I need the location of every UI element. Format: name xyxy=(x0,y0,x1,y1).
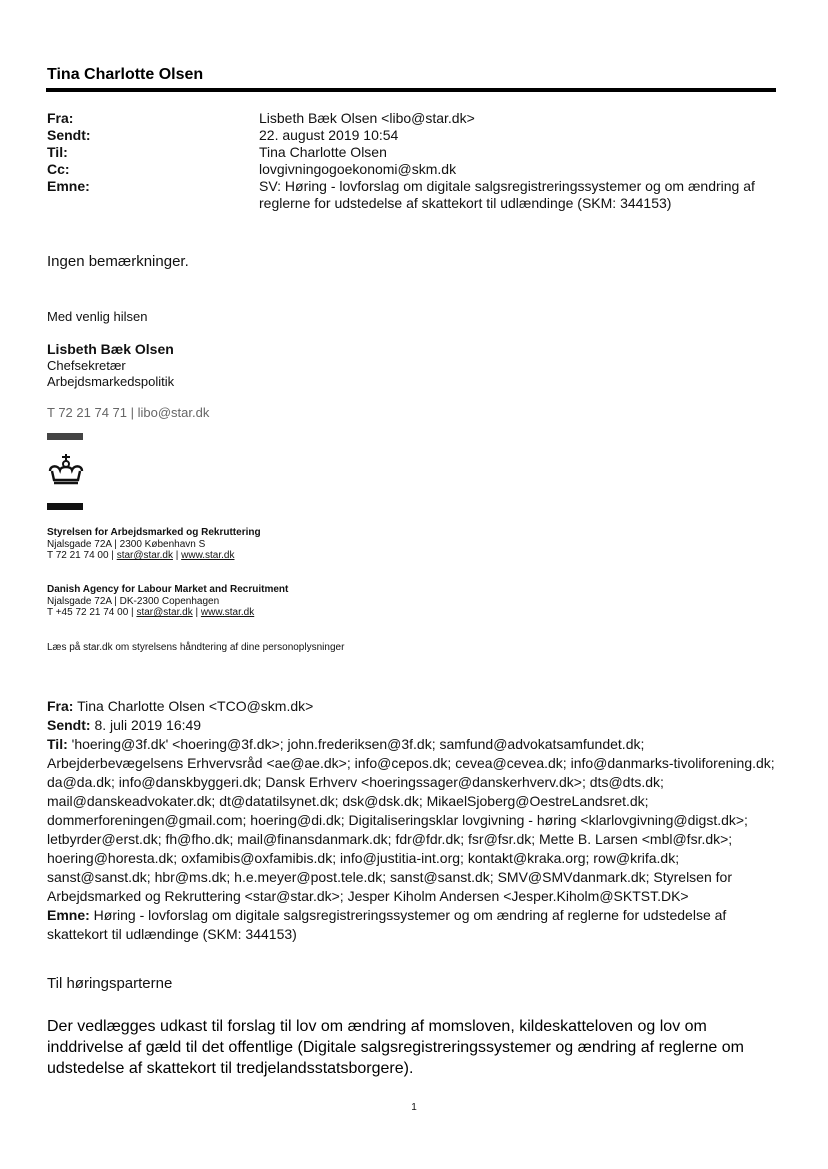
signature-da-email-link[interactable]: star@star.dk xyxy=(116,550,173,561)
logo-bar-top xyxy=(47,433,83,440)
crown-icon xyxy=(46,453,86,485)
fw-sent-value: 8. juli 2019 16:49 xyxy=(90,717,202,733)
to-value: Tina Charlotte Olsen xyxy=(259,144,387,160)
signature-en-address: Njalsgade 72A | DK-2300 Copenhagen xyxy=(47,595,220,607)
subject-line-1: SV: Høring - lovforslag om digitale salgsregistreringssystemer og om ændring af xyxy=(259,178,755,194)
signature-danish xyxy=(47,527,261,562)
fw-subject-line: Høring - lovforslag om digitale salgsregistreringssystemer og om ændring af reglerne for udstedelse af xyxy=(89,907,727,923)
logo-bar-bottom xyxy=(47,503,83,510)
fw-subject-line: skattekort til udlændinge (SKM: 344153) xyxy=(47,926,297,942)
fw-sent-label: Sendt: xyxy=(47,717,91,733)
signature-en-web-link[interactable]: www.star.dk xyxy=(200,607,255,618)
subject-label: Emne: xyxy=(47,178,90,194)
fw-to-label: Til: xyxy=(47,736,68,752)
greeting: Til høringsparterne xyxy=(47,975,173,992)
signature-en-phone-line xyxy=(47,607,288,619)
sender-department: Arbejdsmarkedspolitik xyxy=(47,374,175,389)
cc-value: lovgivningogoekonomi@skm.dk xyxy=(259,161,457,177)
page-number: 1 xyxy=(411,1102,417,1113)
signature-da-org: Styrelsen for Arbejdsmarked og Rekruttering xyxy=(47,527,261,538)
header-rule xyxy=(46,88,776,92)
signature-en-phone: T +45 72 21 74 00 | xyxy=(47,607,137,618)
fw-to-line: hoering@horesta.dk; oxfamibis@oxfamibis.dk; info@justitia-int.org; kontakt@kraka.org; row@krifa.dk; xyxy=(47,850,680,866)
fw-to-line: mail@danskeadvokater.dk; dt@datatilsynet.dk; dsk@dsk.dk; MikaelSjoberg@OestreLandsret.dk; xyxy=(47,793,649,809)
sender-name: Lisbeth Bæk Olsen xyxy=(47,341,174,357)
closing-text: Med venlig hilsen xyxy=(47,309,148,324)
fw-to-line: 'hoering@3f.dk' <hoering@3f.dk>; john.frederiksen@3f.dk; samfund@advokatsamfundet.dk; xyxy=(67,736,645,752)
document-owner-name: Tina Charlotte Olsen xyxy=(47,66,204,83)
sent-value: 22. august 2019 10:54 xyxy=(259,127,399,143)
fw-to-line: sanst@sanst.dk; hbr@ms.dk; h.e.meyer@post.tele.dk; sanst@sanst.dk; SMV@SMVdanmark.dk; Styrelsen for xyxy=(47,869,732,885)
to-label: Til: xyxy=(47,144,68,160)
sender-contact: T 72 21 74 71 | libo@star.dk xyxy=(47,405,210,420)
fw-subject-row xyxy=(47,906,782,925)
signature-en-email-link[interactable]: star@star.dk xyxy=(136,607,193,618)
fw-to-line: da@da.dk; info@danskbyggeri.dk; Dansk Erhverv <hoeringssager@danskerhverv.dk>; dts@dts.dk; xyxy=(47,774,664,790)
from-value: Lisbeth Bæk Olsen <libo@star.dk> xyxy=(259,110,475,126)
signature-da-phone-line xyxy=(47,550,261,562)
fw-to-row xyxy=(47,735,782,754)
signature-english xyxy=(47,584,288,619)
from-label: Fra: xyxy=(47,110,74,126)
signature-da-web-link[interactable]: www.star.dk xyxy=(181,550,235,561)
fw-sent-row xyxy=(47,716,782,735)
fw-from-value: Tina Charlotte Olsen <TCO@skm.dk> xyxy=(73,698,314,714)
fw-to-line: letbyrder@erst.dk; fh@fho.dk; mail@finansdanmark.dk; fdr@fdr.dk; fsr@fsr.dk; Mette B. Larsen <mbl@fsr.dk>; xyxy=(47,831,733,847)
signature-da-phone: T 72 21 74 00 | xyxy=(47,550,117,561)
reply-text: Ingen bemærkninger. xyxy=(47,253,189,270)
forwarded-header xyxy=(47,697,782,944)
cc-label: Cc: xyxy=(47,161,70,177)
fw-to-line: Arbejderbevægelsens Erhvervsråd <ae@ae.dk>; info@cepos.dk; cevea@cevea.dk; info@danmarks-tivoliforening.dk; xyxy=(47,755,775,771)
signature-en-org: Danish Agency for Labour Market and Recruitment xyxy=(47,584,289,595)
sender-title: Chefsekretær xyxy=(47,358,126,373)
sent-label: Sendt: xyxy=(47,127,91,143)
signature-en-separator: | xyxy=(192,607,201,618)
signature-da-address: Njalsgade 72A | 2300 København S xyxy=(47,538,206,550)
body-paragraph: Der vedlægges udkast til forslag til lov om ændring af momsloven, kildeskatteloven og lov om inddrivelse af gæld til det offentlige (Digitale salgsregistreringssystemer og ændring af reglerne om udstedelse af skattekort til tredjelandsstatsborgere). xyxy=(47,1018,744,1077)
fw-from-row xyxy=(47,697,782,716)
privacy-note: Læs på star.dk om styrelsens håndtering af dine personoplysninger xyxy=(47,642,345,653)
fw-from-label: Fra: xyxy=(47,698,74,714)
fw-to-line: dommerforeningen@gmail.com; hoering@di.dk; Digitaliseringsklar lovgivning - høring <klarlovgivning@digst.dk>; xyxy=(47,812,748,828)
fw-to-line: Arbejdsmarked og Rekruttering <star@star.dk>; Jesper Kiholm Andersen <Jesper.Kiholm@SKTST.DK> xyxy=(47,888,689,904)
fw-subject-label: Emne: xyxy=(47,907,90,923)
subject-line-2: reglerne for udstedelse af skattekort til udlændinge (SKM: 344153) xyxy=(259,195,672,211)
signature-da-separator: | xyxy=(172,550,182,561)
